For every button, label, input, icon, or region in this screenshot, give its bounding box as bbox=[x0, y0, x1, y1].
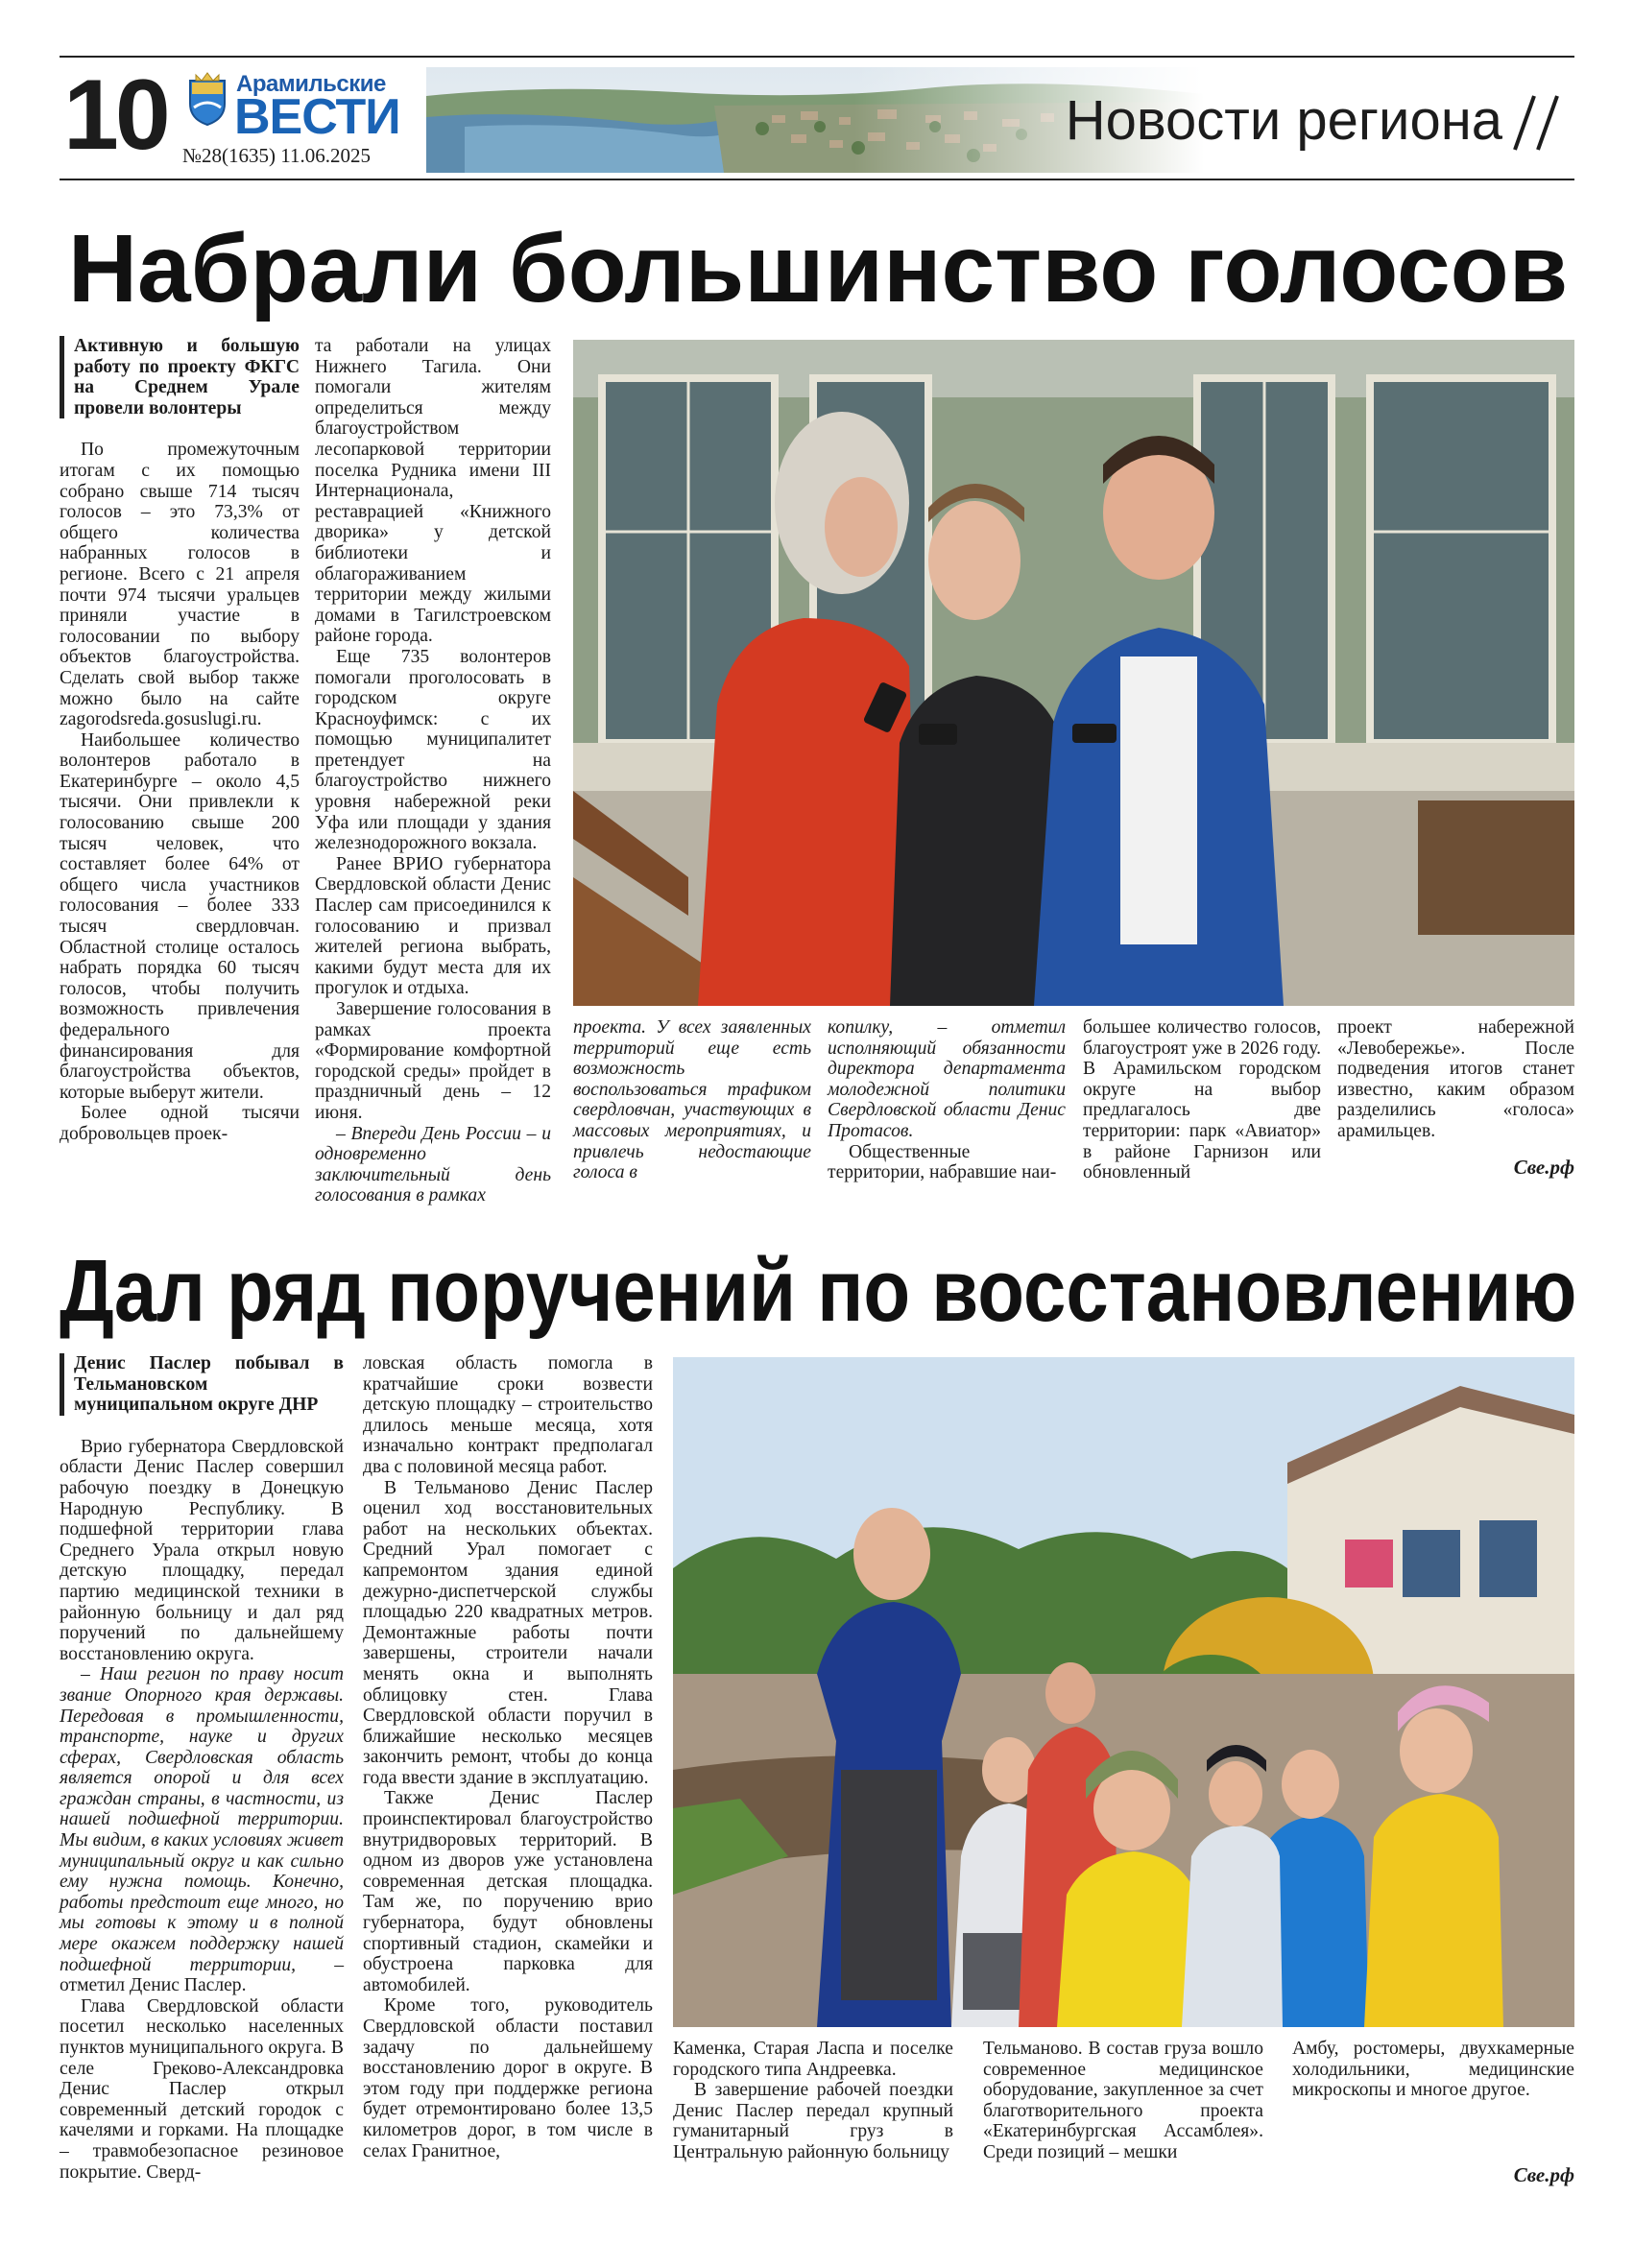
article1-col2-p5: – Впереди День России – и одновременно заключительный день голосования в рамках bbox=[315, 1123, 551, 1206]
article2-col2-p2: В Тельманово Денис Паслер оценил ход восстановительных работ на нескольких объектах. Средний Урал помогает с капремонтом здания единой дежурно-диспетчерской службы площадью 220 квадратных метров. Демонтажные работы почти завершены, строители начали менять окна и выполнять облицовку стен. Глава Свердловской области поручил в ближайшие несколько месяцев закончить ремонт, чтобы до конца года ввести здание в эксплуатацию. bbox=[363, 1477, 653, 1788]
article1-col3 bbox=[573, 1017, 811, 1183]
article1-col2-p3: Ранее ВРИО губернатора Свердловской области Денис Паслер сам присоединился к голосованию и призвал жителей региона выбрать, какими будут места для их прогулок и отдыха. bbox=[315, 853, 551, 999]
article1-lead: Активную и большую работу по проекту ФКГС на Среднем Урале провели волонтеры bbox=[60, 336, 300, 418]
article2-quote-tail: – отметил Денис Паслер. bbox=[60, 1954, 344, 1996]
article1-credit: Све.рф bbox=[1513, 1156, 1574, 1179]
masthead-bottom-rule bbox=[60, 179, 1574, 180]
article2-col2 bbox=[363, 1353, 653, 2161]
article2-headline: Дал ряд поручений по восстановлению bbox=[60, 1242, 1577, 1340]
volunteers-with-phones-photo bbox=[573, 340, 1574, 1006]
top-rule bbox=[60, 56, 1574, 58]
article1-headline: Набрали большинство голосов bbox=[67, 215, 1569, 322]
logo-top-text: Арамильские bbox=[236, 71, 386, 97]
article2-credit: Све.рф bbox=[1513, 2163, 1574, 2186]
article2-col2-p4: Кроме того, руководитель Свердловской области поставил задачу по дальнейшему восстановлению дорог в округе. В этом году при поддержке региона будет отремонтировано более 13,5 километров дорог, в том числе в селах Гранитное, bbox=[363, 1995, 653, 2161]
article2-col3 bbox=[673, 2039, 953, 2163]
article1-col1 bbox=[60, 336, 300, 1145]
coat-of-arms-icon bbox=[186, 71, 228, 127]
article1-col2-p1: та работали на улицах Нижнего Тагила. Они помогали жителям определиться между благоустройством лесопарковой территории поселка Рудника имени III Интернационала, реставрацией «Книжного дворика» у детской библиотеки и облагораживанием территории между жилыми домами в Тагилстроевском районе города. bbox=[315, 336, 551, 647]
article2-col1-p1: Врио губернатора Свердловской области Денис Паслер совершил рабочую поездку в Донецкую Народную Республику. В подшефной территории глава Среднего Урала открыл новую детскую площадку, передал партию медицинской техники в районную больницу и дал ряд поручений по дальнейшему восстановлению округа. bbox=[60, 1436, 344, 1664]
article2-col5-p1: Амбу, ростомеры, двухкамерные холодильники, медицинские микроскопы и многое другое. bbox=[1292, 2039, 1574, 2101]
article1-col6 bbox=[1337, 1017, 1574, 1142]
double-slash-icon bbox=[1511, 92, 1569, 154]
issue-number-date: №28(1635) 11.06.2025 bbox=[182, 144, 371, 167]
article1-col4-p2: Общественные территории, набравшие наи- bbox=[828, 1141, 1057, 1183]
article1-col4 bbox=[828, 1017, 1066, 1183]
article2-col1-p3: Глава Свердловской области посетил несколько населенных пунктов муниципального округа. В селе Греково-Александровка Денис Паслер открыл современный детский городок с качелями и горками. На площадке – травмобезопасное резиновое покрытие. Сверд- bbox=[60, 1995, 344, 2183]
article2-col4-p1: Тельманово. В состав груза вошло современное медицинское оборудование, закупленное за счет благотворительного проекта «Екатеринбургская Ассамблея». Среди позиций – мешки bbox=[983, 2039, 1263, 2162]
logo-main-text: ВЕСТИ bbox=[234, 89, 400, 145]
article1-col5 bbox=[1083, 1017, 1321, 1183]
article2-col2-p3: Также Денис Паслер проинспектировал благоустройство внутридворовых территорий. В одном из дворов уже установлена современная детская площадка. Там же, по поручению врио губернатора, будут обновлены спортивный стадион, скамейки и обустроена парковка для автомобилей. bbox=[363, 1788, 653, 1995]
article1-col1-p2: Наибольшее количество волонтеров работало в Екатеринбурге – около 4,5 тысячи. Они привлекли к голосованию свыше 200 тысяч человек, что составляет более 64% от общего числа участников голосования – более 333 тысяч свердловчан. Областной столице осталось набрать порядка 60 тысяч голосов, чтобы получить возможность привлечения федерального финансирования для благоустройства объектов, которые выберут жители. bbox=[60, 729, 300, 1103]
article1-col1-p1: По промежуточным итогам с их помощью собрано свыше 714 тысяч голосов – это 73,3% от общего количества набранных голосов в регионе. Всего с 21 апреля почти 974 тысячи уральцев приняли участие в голосовании по выбору объектов благоустройства. Сделать свой выбор также можно было на сайте zagorodsreda.gosuslugi.ru. bbox=[60, 440, 300, 730]
article2-col2-p1: ловская область помогла в кратчайшие сроки возвести детскую площадку – строительство длилось меньше месяца, хотя изначально контракт предполагал два с половиной месяца работ. bbox=[363, 1353, 653, 1477]
article2-col4 bbox=[983, 2039, 1263, 2163]
section-title: Новости региона bbox=[1065, 89, 1502, 152]
article1-photo bbox=[573, 340, 1574, 1006]
article2-col3-p2: В завершение рабочей поездки Денис Паслер передал крупный гуманитарный груз в Центральную районную больницу bbox=[673, 2080, 953, 2162]
article1-col3-p1: проекта. У всех заявленных территорий еще есть возможность воспользоваться трафиком свердловчан, участвующих в массовых мероприятиях, и привлечь недостающие голоса в bbox=[573, 1017, 811, 1183]
article1-col6-p1: проект набережной «Левобережье». После подведения итогов станет известно, каким образом разделились «голоса» арамильцев. bbox=[1337, 1017, 1574, 1141]
page-number: 10 bbox=[63, 60, 167, 171]
article2-photo bbox=[673, 1357, 1574, 2027]
article2-col3-p1: Каменка, Старая Ласпа и поселке городского типа Андреевка. bbox=[673, 2039, 953, 2080]
governor-with-children-photo bbox=[673, 1357, 1574, 2027]
article1-col4-italic: копилку, – отметил исполняющий обязанности директора департамента молодежной политики Свердловской области Денис Протасов. bbox=[828, 1017, 1066, 1141]
article1-col2 bbox=[315, 336, 551, 1206]
article2-col5 bbox=[1292, 2039, 1574, 2101]
newspaper-logo bbox=[182, 67, 422, 173]
article2-col1 bbox=[60, 1353, 344, 2183]
article1-col2-p4: Завершение голосования в рамках проекта «Формирование комфортной городской среды» пройдет в праздничный день – 12 июня. bbox=[315, 999, 551, 1123]
article1-col5-p1: большее количество голосов, благоустроят уже в 2026 году. В Арамильском городском округе на выбор предлагалось две территории: парк «Авиатор» в районе Гарнизон или обновленный bbox=[1083, 1017, 1321, 1183]
article1-col1-p3: Более одной тысячи добровольцев проек- bbox=[60, 1103, 300, 1144]
article1-col2-p2: Еще 735 волонтеров помогали проголосовать в городском округе Красноуфимск: с их помощью муниципалитет претендует на благоустройство нижнего уровня набережной реки Уфа или площади у здания железнодорожного вокзала. bbox=[315, 646, 551, 854]
article2-quote: – Наш регион по праву носит звание Опорного края державы. Передовая в промышленности, транспорте, науке и других сферах, Свердловская область является опорой и для всех граждан страны, в частности, из нашей подшефной территории. Мы видим, в каких условиях живет муниципальный округ и как сильно ему нужна помощь. Конечно, работы предстоит еще много, но мы готовы к этому и в полной мере окажем поддержку нашей подшефной территории, bbox=[60, 1664, 344, 1975]
article2-lead: Денис Паслер побывал в Тельмановском муниципальном округе ДНР bbox=[60, 1353, 344, 1416]
